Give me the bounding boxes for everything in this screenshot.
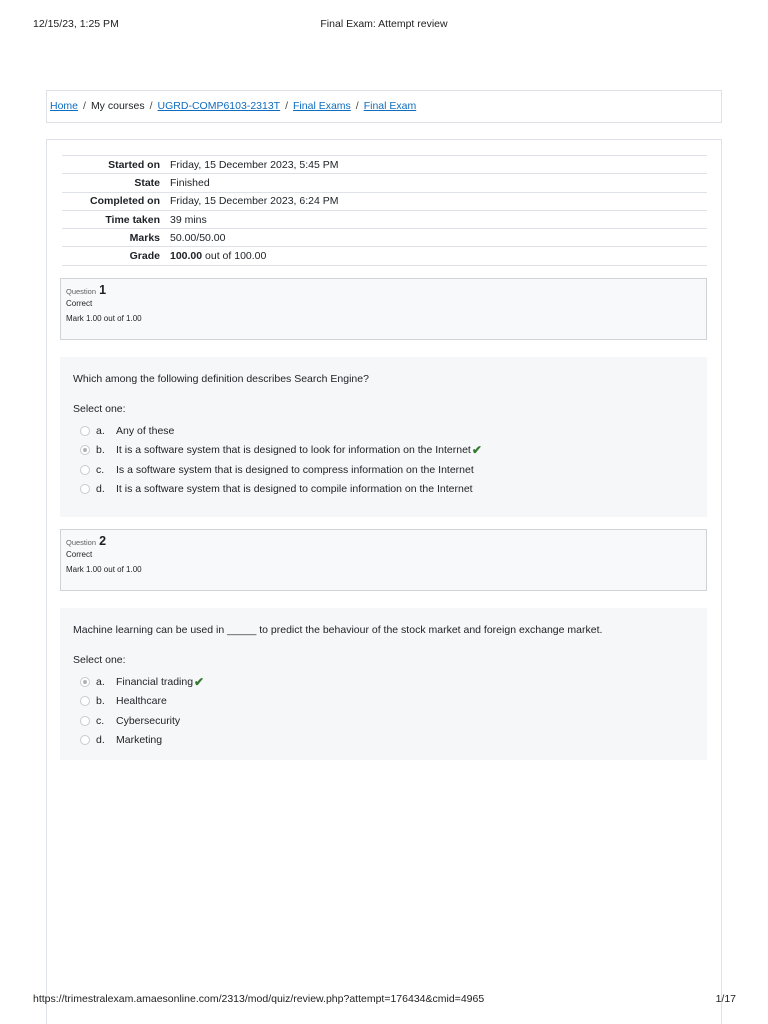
print-datetime: 12/15/23, 1:25 PM — [33, 18, 119, 30]
summary-label: Time taken — [62, 210, 165, 228]
breadcrumb-home-link[interactable]: Home — [50, 100, 79, 112]
question-number — [66, 534, 701, 548]
summary-value — [165, 247, 707, 265]
breadcrumb-separator: / — [285, 100, 289, 112]
question-1-content — [60, 357, 707, 517]
radio-button-selected[interactable] — [80, 445, 90, 455]
option-text: Cybersecurity — [116, 714, 181, 727]
option-letter: d. — [96, 483, 105, 496]
question-number — [66, 283, 701, 297]
answer-option-c[interactable] — [73, 711, 694, 731]
breadcrumb-section-link[interactable]: Final Exams — [293, 100, 351, 112]
breadcrumb-separator: / — [83, 100, 86, 112]
summary-row-started — [62, 156, 707, 174]
option-letter: b. — [96, 695, 105, 708]
option-text: Financial trading — [116, 675, 194, 688]
option-text: It is a software system that is designed to look for information on the Internet — [116, 444, 471, 457]
summary-value: Friday, 15 December 2023, 5:45 PM — [165, 156, 707, 174]
answer-option-d[interactable] — [73, 731, 694, 751]
summary-label: Grade — [62, 247, 165, 265]
summary-label: Marks — [62, 229, 165, 247]
answer-options — [73, 672, 694, 750]
option-letter: a. — [96, 424, 105, 437]
answer-option-b[interactable] — [73, 441, 694, 461]
answer-options — [73, 421, 694, 499]
answer-option-c[interactable] — [73, 460, 694, 480]
summary-row-completed — [62, 192, 707, 210]
attempt-summary-table — [62, 155, 707, 266]
question-1-info — [60, 278, 707, 340]
radio-button[interactable] — [80, 465, 90, 475]
print-page-number: 1/17 — [715, 993, 736, 1005]
breadcrumb — [46, 90, 722, 123]
question-label: Question — [66, 287, 97, 296]
summary-value: 39 mins — [165, 210, 707, 228]
select-one-prompt: Select one: — [73, 403, 126, 415]
question-mark: Mark 1.00 out of 1.00 — [66, 565, 142, 574]
radio-button[interactable] — [80, 716, 90, 726]
breadcrumb-separator: / — [355, 100, 359, 112]
option-text: It is a software system that is designed to compile information on the Internet — [116, 483, 473, 496]
option-letter: c. — [96, 463, 105, 476]
grade-suffix: out of 100.00 — [202, 250, 267, 263]
answer-option-d[interactable] — [73, 480, 694, 500]
checkmark-icon: ✔ — [471, 443, 482, 458]
question-2-info — [60, 529, 707, 591]
option-text: Healthcare — [116, 695, 167, 708]
print-url: https://trimestralexam.amaesonline.com/2313/mod/quiz/review.php?attempt=176434&cmid=4965 — [33, 993, 485, 1005]
checkmark-icon: ✔ — [194, 674, 205, 689]
breadcrumb-separator: / — [149, 100, 153, 112]
question-state: Correct — [66, 550, 93, 559]
answer-option-a[interactable] — [73, 672, 694, 692]
summary-label: Started on — [62, 156, 165, 174]
option-text: Marketing — [116, 734, 163, 747]
summary-label: Completed on — [62, 192, 165, 210]
question-label: Question — [66, 538, 97, 547]
grade-score: 100.00 — [170, 250, 203, 263]
select-one-prompt: Select one: — [73, 654, 126, 666]
breadcrumb-quiz-link[interactable]: Final Exam — [363, 100, 417, 112]
radio-button[interactable] — [80, 484, 90, 494]
option-letter: d. — [96, 734, 105, 747]
summary-row-state — [62, 174, 707, 192]
option-letter: a. — [96, 675, 105, 688]
summary-row-marks — [62, 229, 707, 247]
question-text: Which among the following definition describes Search Engine? — [73, 373, 369, 385]
question-text: Machine learning can be used in _____ to predict the behaviour of the stock market and foreign exchange market. — [73, 624, 603, 636]
question-mark: Mark 1.00 out of 1.00 — [66, 314, 142, 323]
option-letter: c. — [96, 714, 105, 727]
summary-value: 50.00/50.00 — [165, 229, 707, 247]
summary-label: State — [62, 174, 165, 192]
option-text: Is a software system that is designed to compress information on the Internet — [116, 463, 474, 476]
summary-value: Finished — [165, 174, 707, 192]
option-letter: b. — [96, 444, 105, 457]
option-text: Any of these — [116, 424, 175, 437]
radio-button-selected[interactable] — [80, 677, 90, 687]
question-number-value: 2 — [99, 534, 107, 548]
summary-row-grade — [62, 247, 707, 265]
answer-option-b[interactable] — [73, 692, 694, 712]
answer-option-a[interactable] — [73, 421, 694, 441]
question-2-content — [60, 608, 707, 760]
question-number-value: 1 — [99, 283, 107, 297]
question-state: Correct — [66, 299, 93, 308]
summary-row-time-taken — [62, 210, 707, 228]
summary-value: Friday, 15 December 2023, 6:24 PM — [165, 192, 707, 210]
radio-button[interactable] — [80, 426, 90, 436]
breadcrumb-course-link[interactable]: UGRD-COMP6103-2313T — [157, 100, 281, 112]
radio-button[interactable] — [80, 735, 90, 745]
radio-button[interactable] — [80, 696, 90, 706]
breadcrumb-my-courses: My courses — [90, 100, 145, 112]
print-page-title: Final Exam: Attempt review — [320, 18, 448, 30]
